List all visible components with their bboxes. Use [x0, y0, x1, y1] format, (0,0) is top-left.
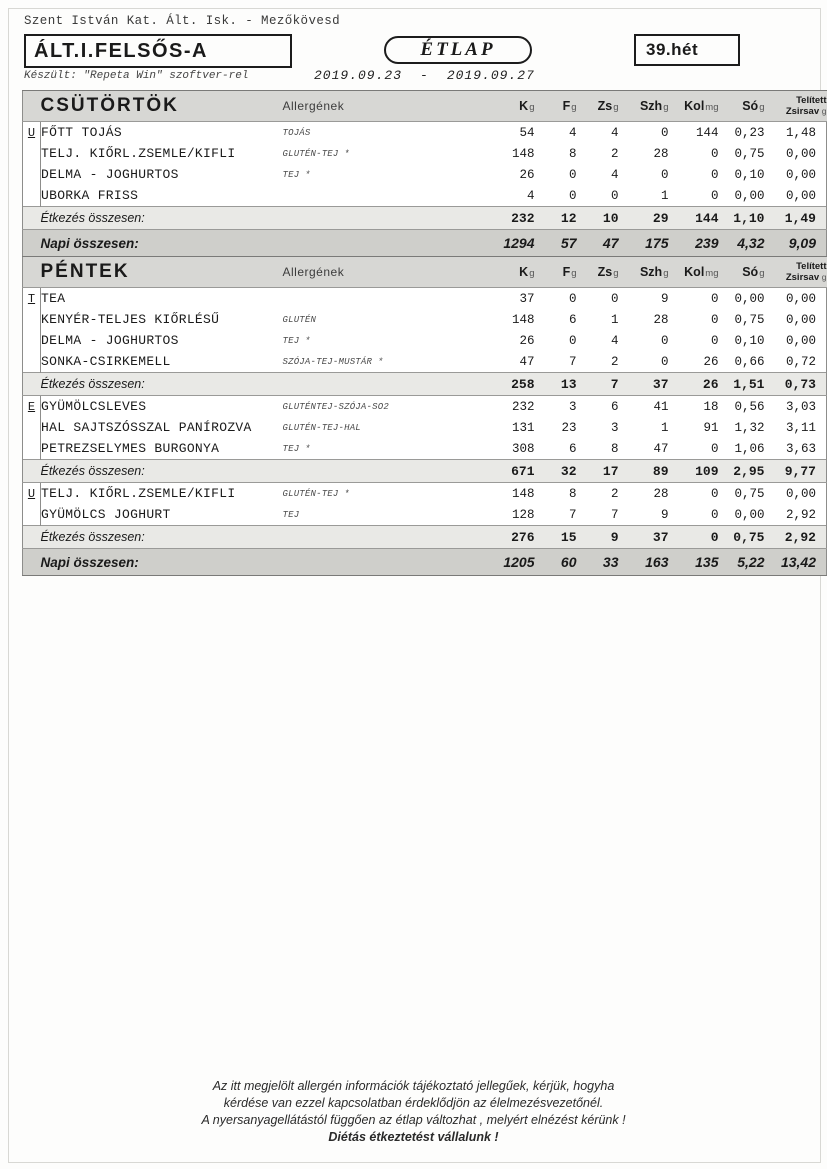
cell-value: 258	[487, 373, 535, 396]
cell-value: 91	[669, 417, 719, 438]
cell-value: 32	[535, 460, 577, 483]
cell-value: 0	[619, 122, 669, 144]
meal-total-row	[23, 460, 827, 483]
cell-value: 0,00	[765, 288, 827, 310]
cell-value: 26	[487, 164, 535, 185]
cell-value: 0,56	[719, 396, 765, 418]
cell-value: 0	[619, 351, 669, 373]
saturated-fat-column-header: Telített Zsirsav g	[765, 257, 827, 288]
cell-value: 5,22	[719, 549, 765, 576]
meal-code: U	[23, 483, 41, 505]
meal-total-label: Étkezés összesen:	[41, 373, 487, 396]
meal-code: E	[23, 396, 41, 418]
menu-table-wrap	[22, 90, 827, 576]
dish-row	[23, 164, 827, 185]
cell-value: 0	[669, 288, 719, 310]
footer-line-2: kérdése van ezzel kapcsolatban érdeklődjön az élelmezésvezetőnél.	[223, 1096, 604, 1110]
meal-total-spacer	[23, 460, 41, 483]
dish-row	[23, 504, 827, 526]
dish-allergens: GLUTÉN-TEJ *	[283, 143, 487, 164]
cell-value: 0,00	[719, 288, 765, 310]
cell-value: 0	[669, 309, 719, 330]
cell-value: 128	[487, 504, 535, 526]
date-from: 2019.09.23	[314, 68, 403, 83]
cell-value: 37	[619, 373, 669, 396]
meal-total-row	[23, 207, 827, 230]
dish-allergens: TEJ *	[283, 330, 487, 351]
dish-allergens: GLUTÉNTEJ-SZÓJA-SO2	[283, 396, 487, 418]
cell-value: 0	[619, 164, 669, 185]
cell-value: 1	[577, 309, 619, 330]
cell-value: 9	[619, 504, 669, 526]
cell-value: 671	[487, 460, 535, 483]
saturated-fat-column-header: Telített Zsirsav g	[765, 91, 827, 122]
cell-value: 0	[535, 185, 577, 207]
dish-row	[23, 185, 827, 207]
cell-value: 131	[487, 417, 535, 438]
day-total-spacer	[23, 230, 41, 257]
cell-value: 0	[669, 483, 719, 505]
dish-allergens	[283, 185, 487, 207]
dish-row	[23, 330, 827, 351]
subheader	[24, 70, 802, 86]
cell-value: 0,75	[719, 483, 765, 505]
cell-value: 26	[669, 351, 719, 373]
day-total-label: Napi összesen:	[41, 549, 487, 576]
meal-total-spacer	[23, 526, 41, 549]
dish-allergens: TEJ *	[283, 438, 487, 460]
cell-value: 1,10	[719, 207, 765, 230]
cell-value: 28	[619, 143, 669, 164]
cell-value: 1	[619, 417, 669, 438]
cell-value: 28	[619, 309, 669, 330]
meal-code: U	[23, 122, 41, 144]
etlap-title-box: ÉTLAP	[384, 36, 532, 64]
meal-total-row	[23, 373, 827, 396]
cell-value: 144	[669, 122, 719, 144]
cell-value: 0,00	[765, 309, 827, 330]
dish-row	[23, 122, 827, 144]
meal-total-row	[23, 526, 827, 549]
cell-value: 4	[577, 122, 619, 144]
cell-value: 15	[535, 526, 577, 549]
cell-value: 6	[535, 309, 577, 330]
meal-code	[23, 164, 41, 185]
fat-column-header: Zsg	[577, 91, 619, 122]
cell-value: 10	[577, 207, 619, 230]
meal-total-spacer	[23, 373, 41, 396]
cell-value: 1,32	[719, 417, 765, 438]
day-total-row	[23, 549, 827, 576]
day-total-spacer	[23, 549, 41, 576]
cell-value: 89	[619, 460, 669, 483]
meal-total-label: Étkezés összesen:	[41, 526, 487, 549]
cell-value: 232	[487, 396, 535, 418]
cell-value: 1205	[487, 549, 535, 576]
cell-value: 47	[577, 230, 619, 257]
energy-column-header: Kg	[487, 257, 535, 288]
energy-column-header: Kg	[487, 91, 535, 122]
cell-value: 0,75	[719, 143, 765, 164]
cell-value: 3	[535, 396, 577, 418]
cell-value: 1,48	[765, 122, 827, 144]
cell-value: 0,00	[719, 504, 765, 526]
footer-notes	[0, 1078, 827, 1146]
cell-value: 4	[577, 164, 619, 185]
cell-value: 2,92	[765, 504, 827, 526]
dish-name: TELJ. KIŐRL.ZSEMLE/KIFLI	[41, 143, 283, 164]
cell-value: 163	[619, 549, 669, 576]
cell-value: 8	[577, 438, 619, 460]
cell-value: 0	[577, 185, 619, 207]
cell-value: 3,03	[765, 396, 827, 418]
cell-value: 13	[535, 373, 577, 396]
dish-allergens: SZÓJA-TEJ-MUSTÁR *	[283, 351, 487, 373]
dish-name: TEA	[41, 288, 283, 310]
meal-code	[23, 143, 41, 164]
dish-row	[23, 309, 827, 330]
cell-value: 0	[535, 288, 577, 310]
cell-value: 0	[577, 288, 619, 310]
cholesterol-column-header: Kolmg	[669, 257, 719, 288]
cell-value: 0,75	[719, 526, 765, 549]
date-range	[314, 68, 535, 83]
cell-value: 60	[535, 549, 577, 576]
cell-value: 0,00	[765, 330, 827, 351]
protein-column-header: Fg	[535, 91, 577, 122]
day-header-spacer	[23, 257, 41, 288]
cell-value: 2	[577, 143, 619, 164]
cell-value: 0,00	[765, 143, 827, 164]
dish-allergens: TOJÁS	[283, 122, 487, 144]
footer-line-4: Diétás étkeztetést vállalunk !	[328, 1130, 499, 1144]
cell-value: 1,51	[719, 373, 765, 396]
dish-name: GYÜMÖLCSLEVES	[41, 396, 283, 418]
menu-table	[22, 90, 827, 576]
cell-value: 0	[669, 164, 719, 185]
dish-allergens	[283, 288, 487, 310]
date-to: 2019.09.27	[446, 68, 535, 83]
school-name: Szent István Kat. Ált. Isk. - Mezőkövesd	[24, 14, 341, 28]
cell-value: 0,10	[719, 330, 765, 351]
cell-value: 0,00	[765, 185, 827, 207]
cell-value: 232	[487, 207, 535, 230]
day-header-row	[23, 91, 827, 122]
cell-value: 7	[535, 351, 577, 373]
dish-name: SONKA-CSIRKEMELL	[41, 351, 283, 373]
dish-row	[23, 438, 827, 460]
salt-column-header: Sóg	[719, 257, 765, 288]
cell-value: 54	[487, 122, 535, 144]
cell-value: 1294	[487, 230, 535, 257]
meal-total-label: Étkezés összesen:	[41, 207, 487, 230]
fat-column-header: Zsg	[577, 257, 619, 288]
cell-value: 0	[535, 330, 577, 351]
group-box: ÁLT.I.FELSŐS-A	[24, 34, 292, 68]
meal-code: T	[23, 288, 41, 310]
cell-value: 57	[535, 230, 577, 257]
meal-total-label: Étkezés összesen:	[41, 460, 487, 483]
dish-name: HAL SAJTSZÓSSZAL PANÍROZVA	[41, 417, 283, 438]
cell-value: 175	[619, 230, 669, 257]
cell-value: 239	[669, 230, 719, 257]
cell-value: 148	[487, 143, 535, 164]
cell-value: 23	[535, 417, 577, 438]
document-header	[24, 34, 802, 68]
dish-row	[23, 417, 827, 438]
cell-value: 0,23	[719, 122, 765, 144]
cell-value: 2	[577, 351, 619, 373]
dish-row	[23, 288, 827, 310]
cell-value: 8	[535, 143, 577, 164]
allergens-column-header: Allergének	[283, 91, 487, 122]
cell-value: 17	[577, 460, 619, 483]
day-total-label: Napi összesen:	[41, 230, 487, 257]
cell-value: 0,66	[719, 351, 765, 373]
meal-total-spacer	[23, 207, 41, 230]
meal-code	[23, 330, 41, 351]
cell-value: 3,63	[765, 438, 827, 460]
cell-value: 308	[487, 438, 535, 460]
cell-value: 1	[619, 185, 669, 207]
dish-name: FŐTT TOJÁS	[41, 122, 283, 144]
cell-value: 26	[669, 373, 719, 396]
cell-value: 6	[577, 396, 619, 418]
day-total-row	[23, 230, 827, 257]
cell-value: 109	[669, 460, 719, 483]
day-name: PÉNTEK	[41, 257, 283, 288]
day-header-spacer	[23, 91, 41, 122]
cell-value: 0	[619, 330, 669, 351]
cell-value: 8	[535, 483, 577, 505]
meal-code	[23, 309, 41, 330]
carb-column-header: Szhg	[619, 257, 669, 288]
dish-allergens: GLUTÉN-TEJ *	[283, 483, 487, 505]
cell-value: 7	[577, 504, 619, 526]
footer-line-1: Az itt megjelölt allergén információk tájékoztató jellegűek, kérjük, hogyha	[212, 1079, 615, 1093]
cell-value: 1,49	[765, 207, 827, 230]
cell-value: 148	[487, 483, 535, 505]
dish-name: GYÜMÖLCS JOGHURT	[41, 504, 283, 526]
cell-value: 0,75	[719, 309, 765, 330]
meal-code	[23, 185, 41, 207]
cell-value: 4	[577, 330, 619, 351]
dish-row	[23, 143, 827, 164]
cell-value: 33	[577, 549, 619, 576]
salt-column-header: Sóg	[719, 91, 765, 122]
cell-value: 0,72	[765, 351, 827, 373]
cell-value: 2,92	[765, 526, 827, 549]
dish-name: UBORKA FRISS	[41, 185, 283, 207]
dish-name: KENYÉR-TELJES KIŐRLÉSŰ	[41, 309, 283, 330]
carb-column-header: Szhg	[619, 91, 669, 122]
cell-value: 2	[577, 483, 619, 505]
cell-value: 144	[669, 207, 719, 230]
cell-value: 3	[577, 417, 619, 438]
day-name: CSÜTÖRTÖK	[41, 91, 283, 122]
cell-value: 0,00	[719, 185, 765, 207]
dish-name: DELMA - JOGHURTOS	[41, 164, 283, 185]
cell-value: 9	[619, 288, 669, 310]
cell-value: 0	[669, 330, 719, 351]
cell-value: 7	[535, 504, 577, 526]
cell-value: 0	[669, 438, 719, 460]
cell-value: 37	[487, 288, 535, 310]
cell-value: 4,32	[719, 230, 765, 257]
protein-column-header: Fg	[535, 257, 577, 288]
cell-value: 7	[577, 373, 619, 396]
dish-allergens: GLUTÉN-TEJ-HAL	[283, 417, 487, 438]
meal-code	[23, 438, 41, 460]
cell-value: 3,11	[765, 417, 827, 438]
meal-code	[23, 504, 41, 526]
cell-value: 135	[669, 549, 719, 576]
cell-value: 0	[669, 526, 719, 549]
cell-value: 0,10	[719, 164, 765, 185]
dish-allergens: TEJ *	[283, 164, 487, 185]
cell-value: 0,00	[765, 483, 827, 505]
cell-value: 2,95	[719, 460, 765, 483]
dish-name: PETREZSELYMES BURGONYA	[41, 438, 283, 460]
week-number-box: 39.hét	[634, 34, 740, 66]
cell-value: 9,77	[765, 460, 827, 483]
cell-value: 1,06	[719, 438, 765, 460]
meal-code	[23, 417, 41, 438]
cell-value: 37	[619, 526, 669, 549]
cell-value: 0	[669, 504, 719, 526]
cell-value: 9	[577, 526, 619, 549]
cell-value: 0	[669, 143, 719, 164]
footer-line-3: A nyersanyagellátástól függően az étlap változhat , melyért elnézést kérünk !	[201, 1113, 626, 1127]
dish-name: TELJ. KIŐRL.ZSEMLE/KIFLI	[41, 483, 283, 505]
dish-row	[23, 396, 827, 418]
cell-value: 41	[619, 396, 669, 418]
dish-row	[23, 351, 827, 373]
dish-allergens: TEJ	[283, 504, 487, 526]
cell-value: 276	[487, 526, 535, 549]
cell-value: 12	[535, 207, 577, 230]
cell-value: 47	[487, 351, 535, 373]
cell-value: 0	[535, 164, 577, 185]
dish-allergens: GLUTÉN	[283, 309, 487, 330]
cell-value: 6	[535, 438, 577, 460]
cell-value: 0	[669, 185, 719, 207]
day-header-row	[23, 257, 827, 288]
dish-name: DELMA - JOGHURTOS	[41, 330, 283, 351]
cell-value: 0,00	[765, 164, 827, 185]
cell-value: 148	[487, 309, 535, 330]
cell-value: 13,42	[765, 549, 827, 576]
cell-value: 26	[487, 330, 535, 351]
cell-value: 4	[487, 185, 535, 207]
meal-code	[23, 351, 41, 373]
software-credit: Készült: "Repeta Win" szoftver-rel	[24, 70, 249, 82]
cell-value: 4	[535, 122, 577, 144]
cell-value: 0,73	[765, 373, 827, 396]
allergens-column-header: Allergének	[283, 257, 487, 288]
cell-value: 47	[619, 438, 669, 460]
cholesterol-column-header: Kolmg	[669, 91, 719, 122]
cell-value: 28	[619, 483, 669, 505]
cell-value: 29	[619, 207, 669, 230]
dish-row	[23, 483, 827, 505]
date-dash: -	[420, 68, 429, 83]
cell-value: 18	[669, 396, 719, 418]
cell-value: 9,09	[765, 230, 827, 257]
